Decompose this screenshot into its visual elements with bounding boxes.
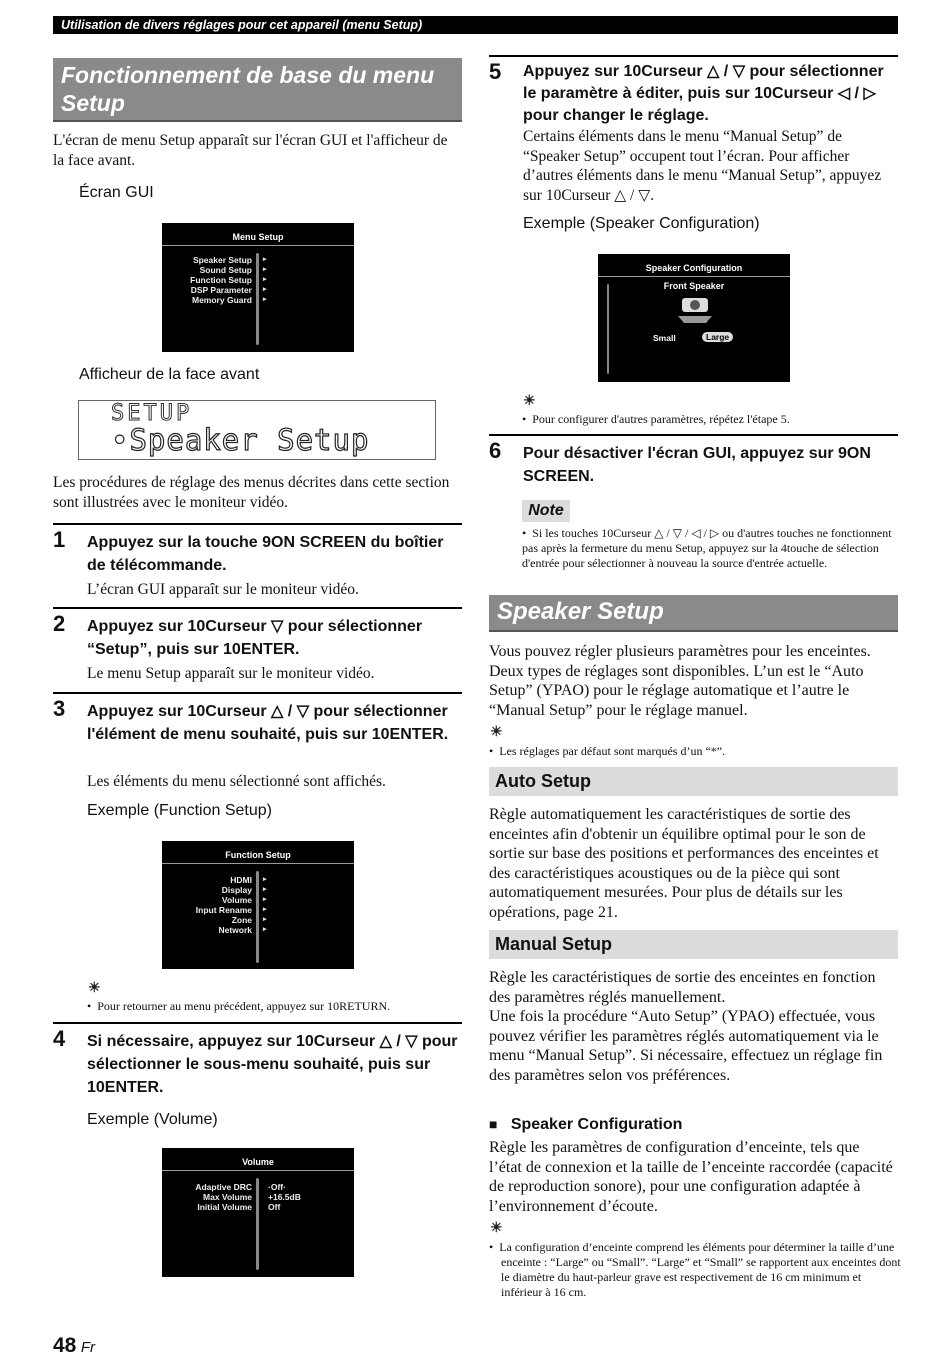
speaker-setup-intro: Vous pouvez régler plusieurs paramètres pour les enceintes. Deux types de réglages sont disponibles. L’un est le “Auto Setup” (YPAO) pour le réglage automatique et l’autre le “Manual Setup” pour le réglage manuel. (489, 643, 871, 719)
tip-step5: • Pour configurer d'autres paramètres, répétez l'étape 5. (522, 412, 790, 426)
manual-setup-text-2: Une fois la procédure “Auto Setup” (YPAO) effectuée, vous pouvez vérifier les paramètres réglés automatiquement via le menu “Manual Setup”. Si nécessaire, effectuez un réglage fin des paramètres selon vos préférences. (489, 1008, 883, 1084)
step-2 (53, 607, 462, 689)
step-number: 3 (53, 696, 66, 721)
section-title-speaker-setup: Speaker Setup (489, 595, 898, 632)
step-number: 4 (53, 1026, 66, 1051)
menu-item: Speaker Setup (192, 255, 252, 265)
menu-value: +16.5dB (268, 1192, 301, 1202)
manual-setup-heading: Manual Setup (489, 930, 898, 959)
menu-item: Function Setup (190, 275, 252, 285)
step-number: 1 (53, 527, 66, 552)
menu-value: ·Off· (268, 1182, 286, 1192)
step-4 (53, 1022, 462, 1134)
speaker-config-heading (489, 1116, 682, 1134)
chevron-right-icon: ▸ ▸ ▸ ▸ ▸ ▸ (263, 876, 267, 933)
step-title: Appuyez sur 10Curseur △ / ▽ pour sélectionner le paramètre à éditer, puis sur 10Curseur ◁ / ▷ pour changer le réglage. (523, 63, 884, 124)
menu-item: Volume (221, 895, 252, 905)
tip-icon: ☀ (523, 394, 536, 409)
scroll-indicator (256, 1178, 259, 1270)
note-text: • Si les touches 10Curseur △ / ▽ / ◁ / ▷ ou d'autres touches ne fonctionnent pas après la fermeture du menu Setup, appuyez sur la 4touche de sélection d'entrée pour sélectionner à nouveau la source d'entrée actuelle. (522, 526, 892, 570)
display-line-1: SETUP (111, 401, 193, 426)
screen-title: Menu Setup (232, 232, 284, 242)
auto-setup-heading: Auto Setup (489, 767, 898, 796)
step-number: 6 (489, 438, 502, 463)
example-label: Exemple (Function Setup) (87, 802, 272, 819)
section-title-basic-operation: Fonctionnement de base du menu Setup (53, 58, 462, 122)
display-line-2: •Speaker Setup (111, 423, 370, 457)
menu-item: Display (221, 885, 252, 895)
menu-item: HDMI (230, 875, 252, 885)
note-label: Note (522, 500, 570, 522)
step-body: Certains éléments dans le menu “Manual Setup” de “Speaker Setup” occupent tout l’écran. Pour afficher d’autres éléments dans le menu “Manual Setup”, appuyez sur 10Curseur △ / ▽. (523, 128, 882, 204)
screen-title: Volume (242, 1157, 274, 1167)
divider (598, 276, 790, 277)
option-large: Large (702, 332, 733, 342)
volume-screen (162, 1148, 354, 1277)
menu-item: Max Volume (203, 1192, 252, 1202)
auto-setup-text: Règle automatiquement les caractéristiques de sortie des enceintes afin d'obtenir un équilibre optimal pour le son de sortie sur base des positions et performances des enceintes et des caractéristiques acoustiques ou de la pièce qui sont automatiquement mesurées. Pour plus de détails sur les opérations, page 21. (489, 806, 879, 921)
step-body: L’écran GUI apparaît sur le moniteur vidéo. (87, 581, 359, 598)
gui-label: Écran GUI (79, 184, 154, 201)
menu-item: Network (218, 925, 252, 935)
example-label: Exemple (Speaker Configuration) (523, 215, 760, 232)
speaker-config-text: Règle les paramètres de configuration d’enceinte, tels que l’état de connexion et la taille de l’enceinte raccordée (capacité de reproduction sonore), pour une configuration adaptée à l’environnement d’écoute. (489, 1139, 893, 1215)
step-number: 5 (489, 59, 502, 84)
procedures-text: Les procédures de réglage des menus décrites dans cette section sont illustrées avec le moniteur vidéo. (53, 474, 450, 511)
menu-item: Adaptive DRC (195, 1182, 252, 1192)
scroll-indicator (256, 871, 259, 963)
menu-value: Off (268, 1202, 281, 1212)
step-title: Pour désactiver l'écran GUI, appuyez sur 9ON SCREEN. (523, 445, 871, 485)
example-label: Exemple (Volume) (87, 1111, 218, 1128)
scroll-indicator (607, 284, 609, 374)
language-code: Fr (80, 1339, 95, 1356)
screen-title: Speaker Configuration (645, 263, 743, 273)
screen-subtitle: Front Speaker (663, 281, 725, 291)
divider (162, 863, 354, 864)
step-body: Le menu Setup apparaît sur le moniteur vidéo. (87, 665, 375, 682)
tip-icon: ☀ (490, 1221, 503, 1236)
step-title: Si nécessaire, appuyez sur 10Curseur △ / ▽ pour sélectionner le sous-menu souhaité, puis sur 10ENTER. (87, 1033, 458, 1096)
tip-default: • Les réglages par défaut sont marqués d’un “*”. (489, 744, 726, 758)
tip-icon: ☀ (490, 725, 503, 740)
menu-item: Input Rename (195, 905, 252, 915)
speaker-icon (676, 296, 714, 324)
speaker-config-title: Speaker Configuration (510, 1116, 683, 1133)
menu-item: DSP Parameter (190, 285, 252, 295)
screen-title: Function Setup (225, 850, 291, 860)
page-number: 48 (53, 1334, 77, 1357)
header-bar: Utilisation de divers réglages pour cet appareil (menu Setup) (53, 16, 898, 34)
step-1 (53, 523, 462, 605)
divider (162, 245, 354, 246)
menu-item: Initial Volume (197, 1202, 252, 1212)
manual-setup-text-1: Règle les caractéristiques de sortie des enceintes en fonction des paramètres réglés manuellement. (489, 969, 876, 1006)
step-5 (489, 55, 898, 242)
gui-menu-screen (162, 223, 354, 352)
tip-return: • Pour retourner au menu précédent, appuyez sur 10RETURN. (87, 999, 391, 1013)
square-bullet-icon: ■ (489, 1116, 498, 1132)
step-6 (489, 434, 898, 496)
option-small: Small (653, 333, 676, 343)
speaker-config-screen (598, 254, 790, 382)
page-footer (53, 1334, 95, 1358)
step-3 (53, 692, 462, 824)
divider (162, 1170, 354, 1171)
chevron-right-icon: ▸ ▸ ▸ ▸ ▸ (263, 256, 267, 303)
step-title: Appuyez sur la touche 9ON SCREEN du boîtier de télécommande. (87, 534, 444, 574)
function-setup-screen (162, 841, 354, 969)
menu-item: Sound Setup (199, 265, 252, 275)
tip-config: • La configuration d’enceinte comprend les éléments pour déterminer la taille d’une enceinte : “Large” ou “Small”. “Large” et “Small” se rapportent aux enceintes dont le diamètre du haut-parleur grave est respectivement de 16 cm minimum et inférieur à 16 cm. (489, 1240, 901, 1299)
step-body: Les éléments du menu sélectionné sont affichés. (87, 773, 386, 790)
front-panel-display (78, 400, 436, 460)
menu-item: Memory Guard (192, 295, 252, 305)
step-number: 2 (53, 611, 66, 636)
tip-icon: ☀ (88, 981, 101, 996)
step-title: Appuyez sur 10Curseur ▽ pour sélectionner “Setup”, puis sur 10ENTER. (87, 618, 423, 658)
step-title: Appuyez sur 10Curseur △ / ▽ pour sélectionner l'élément de menu souhaité, puis sur 10ENTER. (87, 703, 449, 743)
front-display-label: Afficheur de la face avant (79, 366, 260, 383)
menu-item: Zone (231, 915, 252, 925)
intro-text: L'écran de menu Setup apparaît sur l'écran GUI et l'afficheur de la face avant. (53, 132, 448, 169)
scroll-indicator (256, 253, 259, 345)
